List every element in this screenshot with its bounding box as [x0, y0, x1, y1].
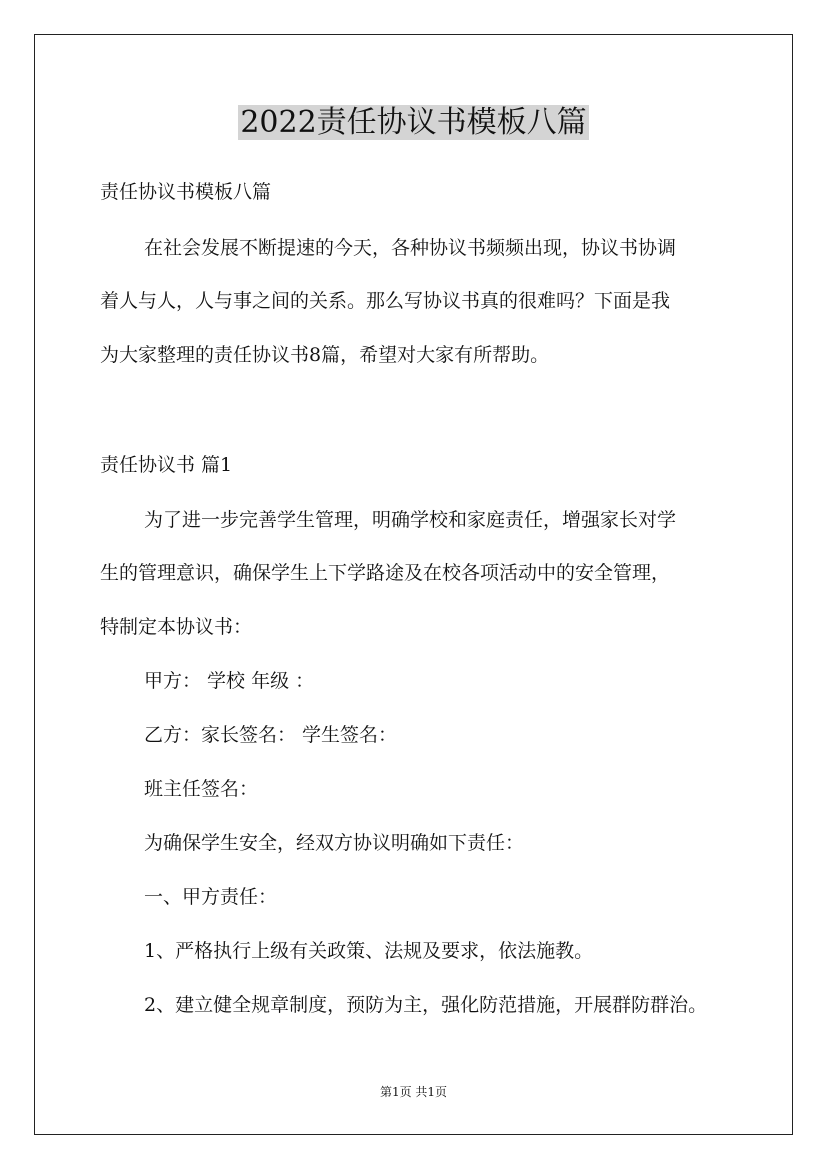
section-heading: 责任协议书 篇1 [100, 454, 233, 476]
subtitle-line: 责任协议书模板八篇 [100, 181, 272, 203]
document-title: 2022责任协议书模板八篇 [240, 105, 587, 140]
purpose-paragraph-line-3: 特制定本协议书： [100, 616, 253, 638]
responsibility-intro-line: 为确保学生安全，经双方协议明确如下责任： [144, 832, 525, 854]
responsibility-item-2: 2、建立健全规章制度，预防为主，强化防范措施，开展群防群治。 [144, 994, 708, 1016]
intro-paragraph-line-3: 为大家整理的责任协议书8篇，希望对大家有所帮助。 [100, 344, 550, 366]
intro-paragraph-line-1: 在社会发展不断提速的今天，各种协议书频频出现，协议书协调 [144, 237, 677, 259]
party-a-line: 甲方： 学校 年级 ： [144, 670, 315, 692]
party-a-responsibility-heading: 一、甲方责任： [144, 886, 278, 908]
purpose-paragraph-line-2: 生的管理意识，确保学生上下学路途及在校各项活动中的安全管理， [100, 562, 671, 584]
intro-paragraph-line-2: 着人与人，人与事之间的关系。那么写协议书真的很难吗？下面是我 [100, 290, 671, 312]
page-footer: 第1页 共1页 [379, 1085, 448, 1099]
teacher-signature-line: 班主任签名： [144, 778, 259, 800]
party-b-line: 乙方：家长签名： 学生签名： [144, 724, 398, 746]
purpose-paragraph-line-1: 为了进一步完善学生管理，明确学校和家庭责任，增强家长对学 [144, 509, 677, 531]
responsibility-item-1: 1、严格执行上级有关政策、法规及要求，依法施教。 [144, 940, 594, 962]
